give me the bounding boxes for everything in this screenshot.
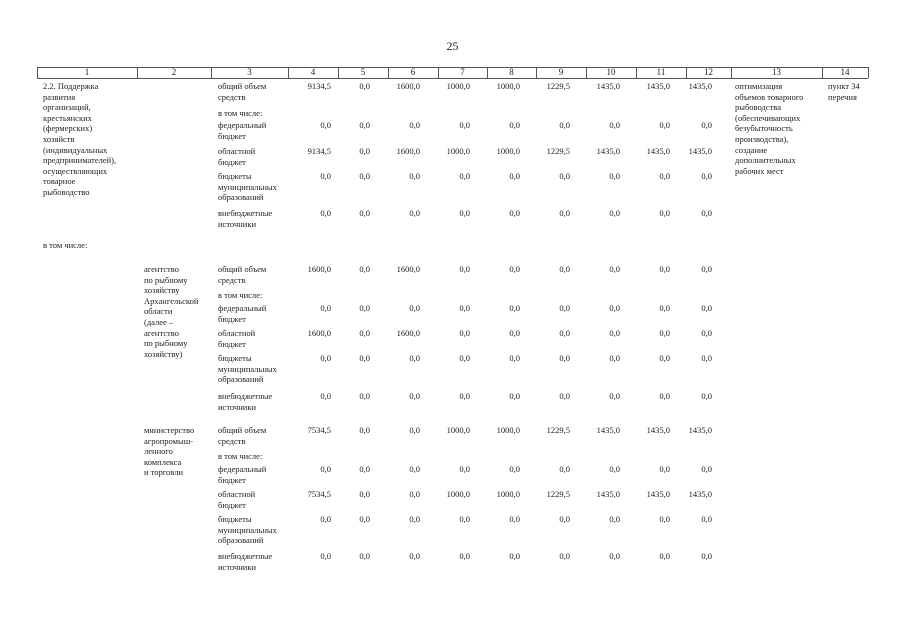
s1-municipal-value-col-5: 0,0 — [359, 353, 370, 363]
s2-total-value-col-7: 1000,0 — [446, 425, 470, 435]
s1-regional-value-col-8: 0,0 — [509, 328, 520, 338]
main-municipal-value-col-7: 0,0 — [459, 171, 470, 181]
main-extrabudget-value-col-5: 0,0 — [359, 208, 370, 218]
header-column-7: 7 — [460, 67, 465, 77]
main-extrabudget-value-col-9: 0,0 — [559, 208, 570, 218]
header-column-12: 12 — [704, 67, 713, 77]
main-total-value-col-8: 1000,0 — [496, 81, 520, 91]
main-total-value-col-6: 1600,0 — [396, 81, 420, 91]
main-municipal-value-col-6: 0,0 — [409, 171, 420, 181]
in-that-number-label: в том числе: — [43, 240, 88, 250]
main-total-value-col-11: 1435,0 — [646, 81, 670, 91]
main-federal-value-col-7: 0,0 — [459, 120, 470, 130]
s1-extrabudget-value-col-12: 0,0 — [701, 391, 712, 401]
s1-label-incl: в том числе: — [218, 290, 263, 300]
s2-municipal-value-col-9: 0,0 — [559, 514, 570, 524]
header-column-1: 1 — [84, 67, 90, 77]
main-municipal-value-col-11: 0,0 — [659, 171, 670, 181]
s2-federal-value-col-11: 0,0 — [659, 464, 670, 474]
s1-extrabudget-value-col-8: 0,0 — [509, 391, 520, 401]
s2-regional-value-col-7: 1000,0 — [446, 489, 470, 499]
s2-municipal-value-col-4: 0,0 — [320, 514, 331, 524]
s1-regional-value-col-6: 1600,0 — [396, 328, 420, 338]
s1-extrabudget-value-col-4: 0,0 — [320, 391, 331, 401]
main-regional-value-col-4: 9134,5 — [307, 146, 331, 156]
main-total-value-col-7: 1000,0 — [446, 81, 470, 91]
main-federal-value-col-4: 0,0 — [320, 120, 331, 130]
s1-federal-value-col-8: 0,0 — [509, 303, 520, 313]
s2-municipal-value-col-8: 0,0 — [509, 514, 520, 524]
s2-regional-value-col-8: 1000,0 — [496, 489, 520, 499]
header-column-14: 14 — [840, 67, 850, 77]
s1-regional-value-col-10: 0,0 — [609, 328, 620, 338]
s1-total-value-col-5: 0,0 — [359, 264, 370, 274]
s1-label-total: общий объем средств — [218, 264, 267, 285]
main-extrabudget-value-col-4: 0,0 — [320, 208, 331, 218]
main-extrabudget-value-col-10: 0,0 — [609, 208, 620, 218]
main-extrabudget-value-col-8: 0,0 — [509, 208, 520, 218]
s2-federal-value-col-8: 0,0 — [509, 464, 520, 474]
s1-label-federal: федеральный бюджет — [218, 303, 267, 324]
s1-extrabudget-value-col-6: 0,0 — [409, 391, 420, 401]
s2-total-value-col-4: 7534,5 — [307, 425, 331, 435]
main-regional-value-col-11: 1435,0 — [646, 146, 670, 156]
header-column-11: 11 — [656, 67, 666, 77]
s1-total-value-col-6: 1600,0 — [396, 264, 420, 274]
s2-federal-value-col-6: 0,0 — [409, 464, 420, 474]
main-regional-value-col-10: 1435,0 — [596, 146, 620, 156]
main-municipal-value-col-12: 0,0 — [701, 171, 712, 181]
reference-cell: пункт 34 перечня — [828, 81, 860, 102]
main-municipal-value-col-10: 0,0 — [609, 171, 620, 181]
s2-regional-value-col-4: 7534,5 — [307, 489, 331, 499]
main-label-municipal: бюджеты муниципальных образований — [218, 171, 277, 203]
header-bottom-border — [37, 78, 868, 79]
main-federal-value-col-6: 0,0 — [409, 120, 420, 130]
executor-agency-fishery: агентство по рыбному хозяйству Архангельской области (далее – агентство по рыбному хозяйству) — [144, 264, 199, 359]
s2-regional-value-col-6: 0,0 — [409, 489, 420, 499]
main-label-extrabudget: внебюджетные источники — [218, 208, 273, 229]
s2-total-value-col-10: 1435,0 — [596, 425, 620, 435]
s2-extrabudget-value-col-12: 0,0 — [701, 551, 712, 561]
main-total-value-col-10: 1435,0 — [596, 81, 620, 91]
header-column-9: 9 — [558, 67, 564, 77]
s1-municipal-value-col-12: 0,0 — [701, 353, 712, 363]
s1-label-extrabudget: внебюджетные источники — [218, 391, 273, 412]
s1-extrabudget-value-col-11: 0,0 — [659, 391, 670, 401]
s1-extrabudget-value-col-10: 0,0 — [609, 391, 620, 401]
s2-regional-value-col-11: 1435,0 — [646, 489, 670, 499]
s1-label-regional: областной бюджет — [218, 328, 256, 349]
s1-regional-value-col-9: 0,0 — [559, 328, 570, 338]
main-total-value-col-9: 1229,5 — [546, 81, 570, 91]
s2-federal-value-col-10: 0,0 — [609, 464, 620, 474]
s1-total-value-col-10: 0,0 — [609, 264, 620, 274]
main-federal-value-col-12: 0,0 — [701, 120, 712, 130]
s1-federal-value-col-4: 0,0 — [320, 303, 331, 313]
executor-ministry-agro: министерство агропромыш- ленного комплекса и торговли — [144, 425, 195, 478]
s2-regional-value-col-10: 1435,0 — [596, 489, 620, 499]
s2-regional-value-col-12: 1435,0 — [688, 489, 712, 499]
s1-federal-value-col-10: 0,0 — [609, 303, 620, 313]
main-extrabudget-value-col-7: 0,0 — [459, 208, 470, 218]
s1-federal-value-col-5: 0,0 — [359, 303, 370, 313]
measure-title-cell: 2.2. Поддержка развития организаций, крестьянских (фермерских) хозяйств (индивидуальных предпринимателей), осуществляющих товарное рыбоводство — [43, 81, 117, 197]
s2-label-extrabudget: внебюджетные источники — [218, 551, 273, 572]
s1-regional-value-col-12: 0,0 — [701, 328, 712, 338]
s2-extrabudget-value-col-8: 0,0 — [509, 551, 520, 561]
main-total-value-col-5: 0,0 — [359, 81, 370, 91]
s2-extrabudget-value-col-9: 0,0 — [559, 551, 570, 561]
main-federal-value-col-8: 0,0 — [509, 120, 520, 130]
s2-total-value-col-8: 1000,0 — [496, 425, 520, 435]
s2-label-federal: федеральный бюджет — [218, 464, 267, 485]
s1-regional-value-col-5: 0,0 — [359, 328, 370, 338]
s2-municipal-value-col-6: 0,0 — [409, 514, 420, 524]
s2-label-total: общий объем средств — [218, 425, 267, 446]
s2-municipal-value-col-7: 0,0 — [459, 514, 470, 524]
s2-federal-value-col-4: 0,0 — [320, 464, 331, 474]
s1-federal-value-col-12: 0,0 — [701, 303, 712, 313]
s2-regional-value-col-5: 0,0 — [359, 489, 370, 499]
header-column-divider — [868, 67, 869, 78]
main-label-incl: в том числе: — [218, 108, 263, 118]
s2-extrabudget-value-col-11: 0,0 — [659, 551, 670, 561]
main-label-total: общий объем средств — [218, 81, 267, 102]
main-regional-value-col-8: 1000,0 — [496, 146, 520, 156]
s1-municipal-value-col-9: 0,0 — [559, 353, 570, 363]
s2-total-value-col-11: 1435,0 — [646, 425, 670, 435]
s1-municipal-value-col-6: 0,0 — [409, 353, 420, 363]
main-regional-value-col-9: 1229,5 — [546, 146, 570, 156]
s2-extrabudget-value-col-7: 0,0 — [459, 551, 470, 561]
s1-municipal-value-col-7: 0,0 — [459, 353, 470, 363]
header-column-13: 13 — [772, 67, 781, 77]
s2-regional-value-col-9: 1229,5 — [546, 489, 570, 499]
s2-municipal-value-col-11: 0,0 — [659, 514, 670, 524]
s2-extrabudget-value-col-4: 0,0 — [320, 551, 331, 561]
s2-federal-value-col-7: 0,0 — [459, 464, 470, 474]
s1-total-value-col-8: 0,0 — [509, 264, 520, 274]
s1-total-value-col-4: 1600,0 — [307, 264, 331, 274]
main-federal-value-col-11: 0,0 — [659, 120, 670, 130]
header-column-6: 6 — [410, 67, 416, 77]
s1-total-value-col-12: 0,0 — [701, 264, 712, 274]
s2-municipal-value-col-5: 0,0 — [359, 514, 370, 524]
s2-label-municipal: бюджеты муниципальных образований — [218, 514, 277, 546]
s1-label-municipal: бюджеты муниципальных образований — [218, 353, 277, 385]
expected-result-cell: оптимизация объемов товарного рыбоводства (обеспечивающих безубыточность производства), создание дополнительных рабочих мест — [735, 81, 804, 176]
header-column-4: 4 — [310, 67, 316, 77]
s2-extrabudget-value-col-5: 0,0 — [359, 551, 370, 561]
main-municipal-value-col-5: 0,0 — [359, 171, 370, 181]
main-label-federal: федеральный бюджет — [218, 120, 267, 141]
main-federal-value-col-9: 0,0 — [559, 120, 570, 130]
main-total-value-col-4: 9134,5 — [307, 81, 331, 91]
s2-total-value-col-9: 1229,5 — [546, 425, 570, 435]
s1-municipal-value-col-4: 0,0 — [320, 353, 331, 363]
s1-extrabudget-value-col-9: 0,0 — [559, 391, 570, 401]
s2-municipal-value-col-12: 0,0 — [701, 514, 712, 524]
s1-federal-value-col-7: 0,0 — [459, 303, 470, 313]
header-column-2: 2 — [171, 67, 177, 77]
s2-label-incl: в том числе: — [218, 451, 263, 461]
s1-regional-value-col-11: 0,0 — [659, 328, 670, 338]
s2-federal-value-col-12: 0,0 — [701, 464, 712, 474]
s2-label-regional: областной бюджет — [218, 489, 256, 510]
header-column-3: 3 — [247, 67, 252, 77]
header-column-10: 10 — [606, 67, 616, 77]
s1-municipal-value-col-10: 0,0 — [609, 353, 620, 363]
main-municipal-value-col-8: 0,0 — [509, 171, 520, 181]
s2-extrabudget-value-col-10: 0,0 — [609, 551, 620, 561]
main-federal-value-col-5: 0,0 — [359, 120, 370, 130]
main-extrabudget-value-col-12: 0,0 — [701, 208, 712, 218]
s2-extrabudget-value-col-6: 0,0 — [409, 551, 420, 561]
s1-federal-value-col-9: 0,0 — [559, 303, 570, 313]
main-federal-value-col-10: 0,0 — [609, 120, 620, 130]
s1-municipal-value-col-11: 0,0 — [659, 353, 670, 363]
s1-total-value-col-9: 0,0 — [559, 264, 570, 274]
s1-total-value-col-11: 0,0 — [659, 264, 670, 274]
main-total-value-col-12: 1435,0 — [688, 81, 712, 91]
s1-municipal-value-col-8: 0,0 — [509, 353, 520, 363]
s2-total-value-col-6: 0,0 — [409, 425, 420, 435]
s2-total-value-col-12: 1435,0 — [688, 425, 712, 435]
s1-federal-value-col-11: 0,0 — [659, 303, 670, 313]
s2-federal-value-col-9: 0,0 — [559, 464, 570, 474]
s1-total-value-col-7: 0,0 — [459, 264, 470, 274]
header-column-5: 5 — [360, 67, 366, 77]
s1-extrabudget-value-col-5: 0,0 — [359, 391, 370, 401]
main-regional-value-col-5: 0,0 — [359, 146, 370, 156]
header-column-8: 8 — [509, 67, 514, 77]
s2-total-value-col-5: 0,0 — [359, 425, 370, 435]
s1-regional-value-col-7: 0,0 — [459, 328, 470, 338]
s1-regional-value-col-4: 1600,0 — [307, 328, 331, 338]
main-municipal-value-col-4: 0,0 — [320, 171, 331, 181]
s2-municipal-value-col-10: 0,0 — [609, 514, 620, 524]
page-number: 25 — [446, 39, 459, 53]
main-regional-value-col-7: 1000,0 — [446, 146, 470, 156]
main-regional-value-col-6: 1600,0 — [396, 146, 420, 156]
main-label-regional: областной бюджет — [218, 146, 256, 167]
main-municipal-value-col-9: 0,0 — [559, 171, 570, 181]
s1-federal-value-col-6: 0,0 — [409, 303, 420, 313]
s2-federal-value-col-5: 0,0 — [359, 464, 370, 474]
main-extrabudget-value-col-11: 0,0 — [659, 208, 670, 218]
s1-extrabudget-value-col-7: 0,0 — [459, 391, 470, 401]
main-extrabudget-value-col-6: 0,0 — [409, 208, 420, 218]
main-regional-value-col-12: 1435,0 — [688, 146, 712, 156]
